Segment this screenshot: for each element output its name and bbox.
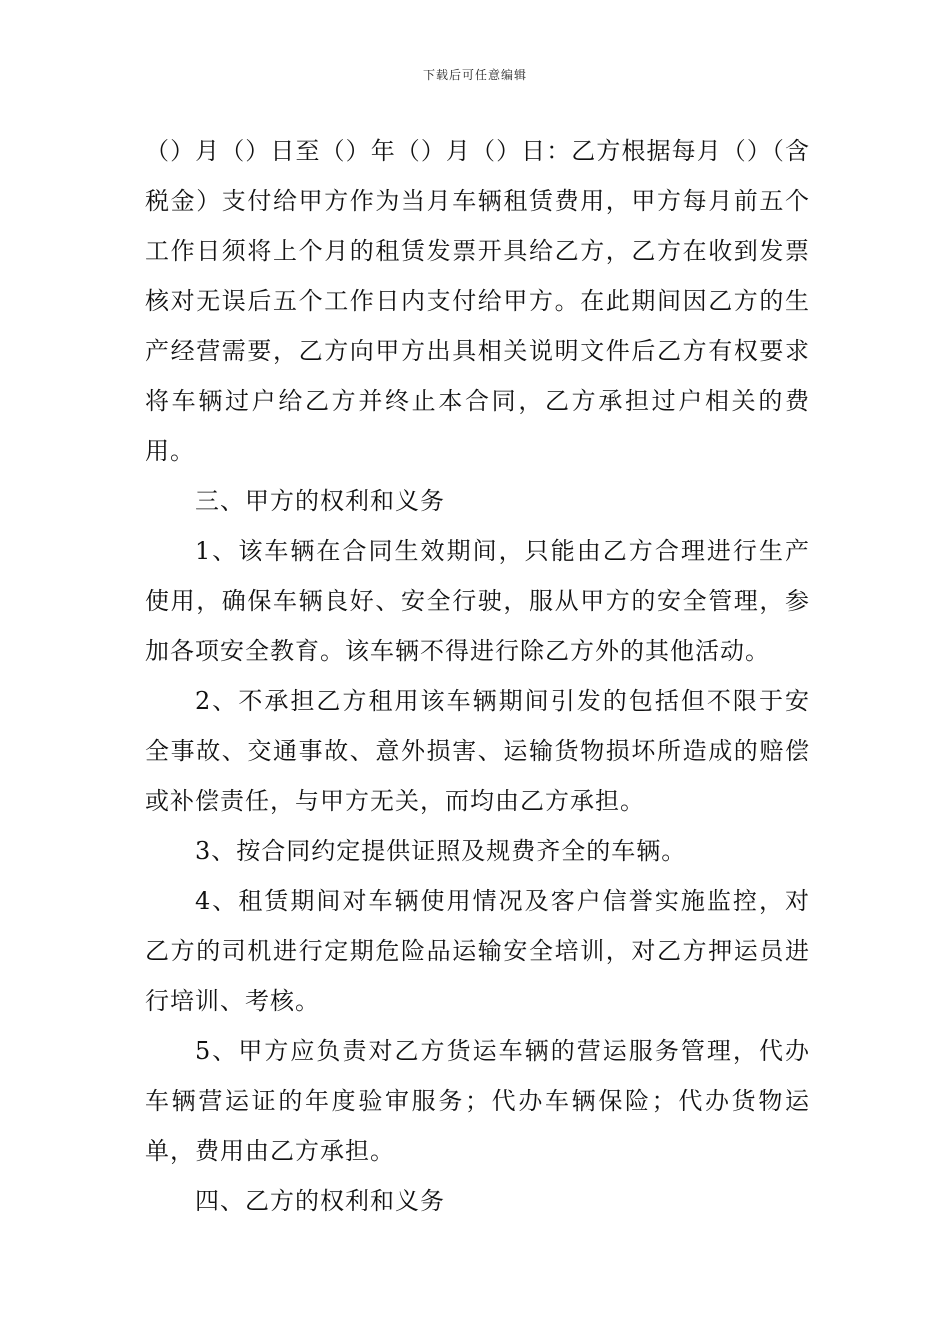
paragraph-item-4: 4、租赁期间对车辆使用情况及客户信誉实施监控，对乙方的司机进行定期危险品运输安全培训，对乙方押运员进行培训、考核。 bbox=[145, 887, 810, 1015]
section-heading-party-a: 三、甲方的权利和义务 bbox=[195, 487, 445, 515]
page-header: 下载后可任意编辑 bbox=[422, 68, 527, 82]
paragraph-item-2: 2、不承担乙方租用该车辆期间引发的包括但不限于安全事故、交通事故、意外损害、运输货物损坏所造成的赔偿或补偿责任，与甲方无关，而均由乙方承担。 bbox=[145, 687, 810, 815]
paragraph-item-1: 1、该车辆在合同生效期间，只能由乙方合理进行生产使用，确保车辆良好、安全行驶，服从甲方的安全管理，参加各项安全教育。该车辆不得进行除乙方外的其他活动。 bbox=[145, 537, 810, 665]
section-heading-party-b: 四、乙方的权利和义务 bbox=[195, 1187, 445, 1215]
paragraph-item-3: 3、按合同约定提供证照及规费齐全的车辆。 bbox=[195, 837, 687, 865]
document-body bbox=[145, 126, 810, 1226]
paragraph-item-5: 5、甲方应负责对乙方货运车辆的营运服务管理，代办车辆营运证的年度验审服务；代办车辆保险；代办货物运单，费用由乙方承担。 bbox=[145, 1037, 810, 1165]
paragraph-payment-terms: （）月（）日至（）年（）月（）日：乙方根据每月（）（含税金）支付给甲方作为当月车辆租赁费用，甲方每月前五个工作日须将上个月的租赁发票开具给乙方，乙方在收到发票核对无误后五个工作日内支付给甲方。在此期间因乙方的生产经营需要，乙方向甲方出具相关说明文件后乙方有权要求将车辆过户给乙方并终止本合同，乙方承担过户相关的费用。 bbox=[145, 137, 810, 465]
